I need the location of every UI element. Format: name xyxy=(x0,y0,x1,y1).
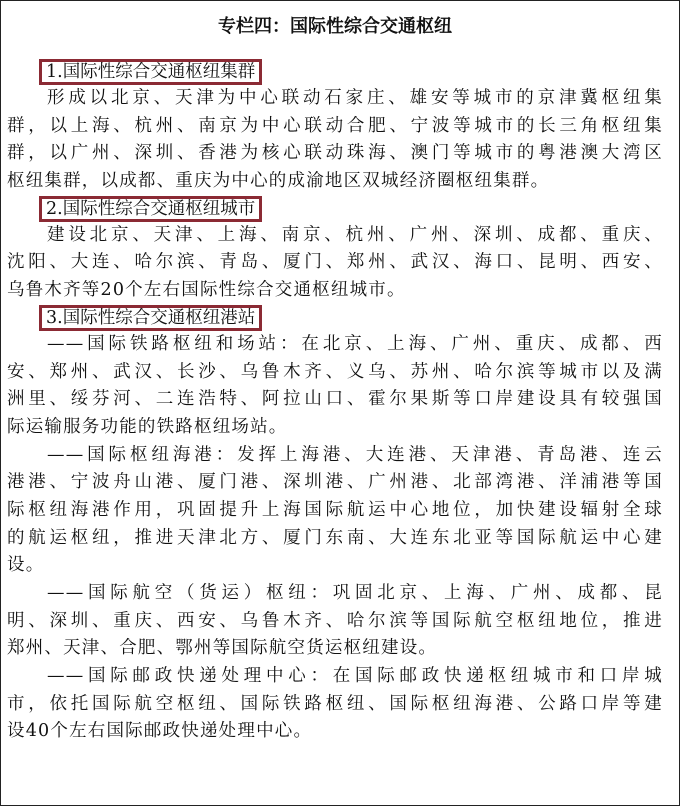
paragraph-line: 乌鲁木齐等20个左右国际性综合交通枢纽城市。 xyxy=(7,280,406,301)
paragraph xyxy=(7,663,663,746)
paragraph-line: 群，以广州、深圳、香港为核心联动珠海、澳门等城市的粤港澳大湾区 xyxy=(7,143,663,164)
paragraph-line: ——国际枢纽海港：发挥上海港、大连港、天津港、青岛港、连云 xyxy=(47,444,663,465)
section xyxy=(7,196,663,305)
paragraph-line: ——国际航空（货运）枢纽：巩固北京、上海、广州、成都、昆 xyxy=(47,583,663,603)
paragraph xyxy=(7,442,663,580)
paragraph-line: 的航运枢纽，推进天津北方、厦门东南、大连东北亚等国际航运中心建 xyxy=(7,527,663,548)
paragraph-line: 安、郑州、武汉、长沙、乌鲁木齐、义乌、苏州、哈尔滨等城市以及满 xyxy=(7,361,663,382)
paragraph-line: 际运输服务功能的铁路枢纽场站。 xyxy=(7,416,288,437)
paragraph xyxy=(7,331,663,442)
paragraph xyxy=(7,580,663,663)
paragraph xyxy=(7,222,663,305)
section xyxy=(7,305,663,746)
paragraph-line: 设40个左右国际邮政快递处理中心。 xyxy=(7,721,313,742)
paragraph-line: 港港、宁波舟山港、厦门港、深圳港、广州港、北部湾港、洋浦港等国 xyxy=(7,472,663,493)
paragraph-line: 市，依托国际航空枢纽、国际铁路枢纽、国际枢纽海港、公路口岸等建 xyxy=(7,693,663,714)
paragraph-line: 明、深圳、重庆、西安、乌鲁木齐、哈尔滨等国际航空枢纽地位，推进 xyxy=(7,610,663,631)
section-heading: 3.国际性综合交通枢纽港站 xyxy=(39,305,262,331)
column-title: 专栏四：国际性综合交通枢纽 xyxy=(218,16,452,37)
paragraph-line: 郑州、天津、合肥、鄂州等国际航空货运枢纽建设。 xyxy=(7,638,438,659)
paragraph-line: 设。 xyxy=(7,555,45,576)
document-body xyxy=(7,59,663,746)
paragraph-line: 群，以上海、杭州、南京为中心联动合肥、宁波等城市的长三角枢纽集 xyxy=(7,115,663,136)
paragraph-line: 沈阳、大连、哈尔滨、青岛、厦门、郑州、武汉、海口、昆明、西安、 xyxy=(7,252,663,273)
paragraph-line: 洲里、绥芬河、二连浩特、阿拉山口、霍尔果斯等口岸建设具有较强国 xyxy=(7,389,663,410)
paragraph-line: 形成以北京、天津为中心联动石家庄、雄安等城市的京津冀枢纽集 xyxy=(47,88,663,108)
paragraph-line: 际枢纽海港作用，巩固提升上海国际航运中心地位，加快建设辐射全球 xyxy=(7,499,663,520)
paragraph-line: ——国际铁路枢纽和场站：在北京、上海、广州、重庆、成都、西 xyxy=(47,333,663,354)
section xyxy=(7,59,663,196)
paragraph-line: ——国际邮政快递处理中心：在国际邮政快递枢纽城市和口岸城 xyxy=(47,666,663,687)
section-heading: 1.国际性综合交通枢纽集群 xyxy=(39,59,262,85)
section-heading: 2.国际性综合交通枢纽城市 xyxy=(39,196,262,222)
paragraph-line: 建设北京、天津、上海、南京、杭州、广州、深圳、成都、重庆、 xyxy=(47,224,663,245)
paragraph xyxy=(7,85,663,196)
paragraph-line: 枢纽集群，以成都、重庆为中心的成渝地区双城经济圈枢纽集群。 xyxy=(7,171,550,192)
